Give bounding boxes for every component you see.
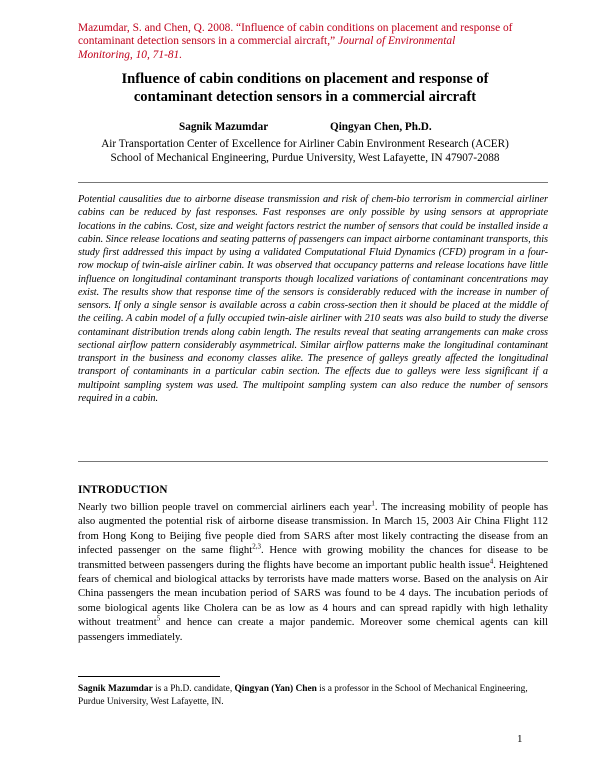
footnote — [78, 683, 548, 708]
ref-3: 4 — [489, 557, 494, 566]
intro-text-1: Nearly two billion people travel on commercial airliners each year — [78, 501, 372, 513]
footnote-text-1: is a Ph.D. candidate, — [152, 684, 235, 694]
author-1: Sagnik Mazumdar — [179, 121, 269, 133]
intro-text-3: . Hence with growing mobility the chances for disease to be transmitted between passengers during the flights have become an important public health issue — [78, 544, 548, 571]
citation-journal: Journal of Environmental — [337, 35, 456, 48]
citation-line2: contaminant detection sensors in a commercial aircraft,” — [78, 35, 338, 48]
affiliation-line1: Air Transportation Center of Excellence for Airliner Cabin Environment Research (ACER) — [101, 138, 509, 150]
abstract-top-rule — [78, 182, 548, 183]
page-number: 1 — [517, 733, 523, 745]
citation-header — [78, 22, 548, 62]
intro-text-5: and hence can create a major pandemic. Moreover some chemical agents can kill passengers immediately. — [78, 616, 549, 643]
footnote-name-1: Sagnik Mazumdar — [78, 684, 153, 694]
ref-2: 2,3 — [252, 542, 261, 551]
ref-4: 5 — [156, 614, 161, 623]
footnote-rule — [78, 676, 220, 677]
ref-1: 1 — [371, 499, 375, 508]
citation-journal-volume: Monitoring, 10, 71-81. — [78, 48, 183, 61]
title-line2: contaminant detection sensors in a commercial aircraft — [133, 88, 477, 105]
section-heading-introduction: INTRODUCTION — [78, 484, 168, 496]
introduction-body — [78, 500, 548, 644]
affiliation-line2: School of Mechanical Engineering, Purdue University, West Lafayette, IN 47907-2088 — [110, 151, 500, 164]
footnote-name-2: Qingyan (Yan) Chen — [234, 684, 317, 694]
abstract-bottom-rule — [78, 461, 548, 462]
abstract: Potential causalities due to airborne disease transmission and risk of chem-bio terrorism in commercial airliner cabins can be reduced by fast responses. Fast responses are only possible by using sensors at appropriate locations in the cabins. Cost, size and weight factors restrict the number of sensors that could be installed inside a cabin. Since release locations and seating patterns of passengers can impact airborne contaminant transports, this study first addressed this impact by using a validated Computational Fluid Dynamics (CFD) program in a four-row mockup of twin-aisle airliner cabin. It was observed that occupancy patterns and release locations have little influence on longitudinal contaminant transports though localized variations of contaminant concentrations may exist. The results show that response time of the sensors is considerably reduced with the increase in number of sensors. If only a single sensor is available across a cabin cross-section then it should be placed at the middle of the ceiling. A cabin model of a fully occupied twin-aisle airliner with 210 seats was also build to study the diverse contaminant distribution trends along cabin length. The results reveal that seating arrangements can make cross sectional airflow pattern considerably asymmetrical. Similar airflow patterns make the longitudinal contaminant transport in the business and economy classes alike. The presence of galleys greatly affected the longitudinal transport of contaminants in a particular cabin section. The effects due to galleys were less significant if a multipoint sampling system was used. The multipoint sampling system can also reduce the number of sensors required in a cabin. — [78, 194, 548, 404]
footnote-text-2: is a professor in the School of Mechanical Engineering, Purdue University, West Lafayette, IN. — [78, 684, 528, 707]
author-2: Qingyan Chen, Ph.D. — [330, 121, 432, 133]
paper-title — [70, 71, 540, 106]
affiliation — [70, 138, 540, 165]
citation-line1: Mazumdar, S. and Chen, Q. 2008. “Influence of cabin conditions on placement and response of — [78, 22, 513, 34]
intro-text-4: . Heightened fears of chemical and biological attacks by terrorists have made matters worse. Based on the analysis on Air China passengers the mean incubation period of SARS was found to be 4 days. The incubation periods of some biological agents like Cholera can be as low as 4 hours and can spread rapidly with high lethality without treatment — [78, 558, 549, 629]
intro-text-2: . The increasing mobility of people has also augmented the potential risk of airborne disease transmission. In March 15, 2003 Air China Flight 112 from Hong Kong to Beijing five people died from SARS after most likely contracting the disease from an infected passenger on the same flight — [78, 501, 549, 557]
title-line1: Influence of cabin conditions on placement and response of — [121, 71, 489, 87]
